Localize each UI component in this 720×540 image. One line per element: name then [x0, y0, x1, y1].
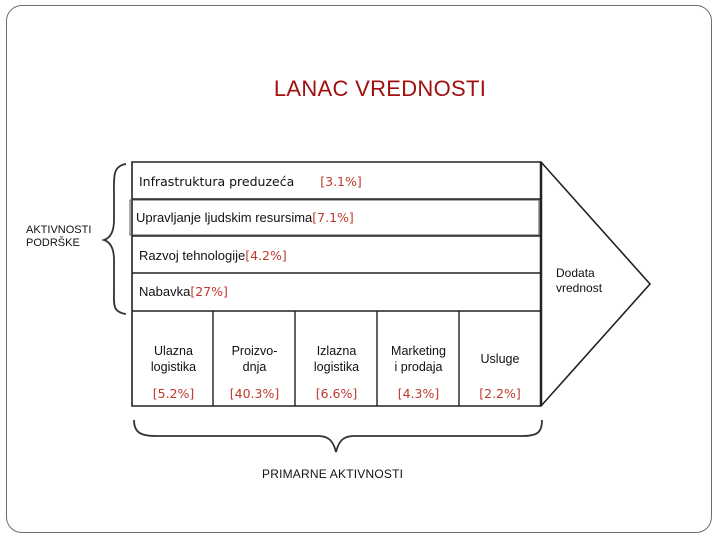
primary-col-label-line: logistika: [313, 360, 360, 374]
primary-col-services: [460, 351, 540, 367]
primary-col-label-line: Izlazna: [316, 344, 357, 358]
support-row-label: Nabavka: [139, 284, 191, 299]
support-row-procurement: [139, 284, 228, 299]
support-row-value: [4.2%]: [245, 248, 287, 263]
primary-col-inbound-logistics: [134, 343, 213, 375]
support-brace: [104, 164, 126, 314]
primary-col-label-line: Marketing: [391, 344, 446, 358]
support-row-label: Upravljanje ljudskim resursima: [136, 210, 313, 225]
primary-col-label-line: Usluge: [480, 352, 520, 366]
primary-col-value: [40.3%]: [229, 386, 280, 401]
support-row-technology: [139, 248, 287, 263]
added-value-line-2: vrednost: [556, 281, 603, 295]
added-value-line-1: Dodata: [556, 266, 595, 280]
support-row-value: [3.1%]: [320, 174, 362, 189]
primary-col-value: [4.3%]: [397, 386, 440, 401]
primary-activities-label: PRIMARNE AKTIVNOSTI: [262, 467, 404, 481]
support-row-hr: [136, 210, 354, 225]
primary-col-value: [6.6%]: [315, 386, 358, 401]
support-row-infrastructure: [139, 174, 362, 189]
primary-brace: [134, 420, 542, 452]
primary-col-label-line: Proizvo-: [231, 344, 278, 358]
primary-col-label-line: i prodaja: [394, 360, 443, 374]
support-label-line-1: AKTIVNOSTI: [26, 224, 92, 236]
support-activities-label: [26, 224, 91, 250]
primary-col-value: [2.2%]: [479, 386, 521, 401]
primary-col-label-line: Ulazna: [154, 344, 193, 358]
support-row-label: Infrastruktura preduzeća: [139, 174, 295, 189]
added-value-label: [556, 266, 602, 296]
support-row-value: [27%]: [190, 284, 228, 299]
diagram-title: LANAC VREDNOSTI: [273, 76, 487, 101]
support-row-label: Razvoj tehnologije: [139, 248, 246, 263]
primary-col-label-line: logistika: [150, 360, 197, 374]
support-row-value: [7.1%]: [312, 210, 354, 225]
support-label-line-2: PODRŠKE: [26, 237, 80, 249]
primary-col-label-line: dnja: [242, 360, 267, 374]
primary-col-value: [5.2%]: [152, 386, 195, 401]
primary-col-marketing-sales: [378, 343, 459, 375]
primary-col-outbound-logistics: [296, 343, 377, 375]
primary-col-operations: [214, 343, 295, 375]
